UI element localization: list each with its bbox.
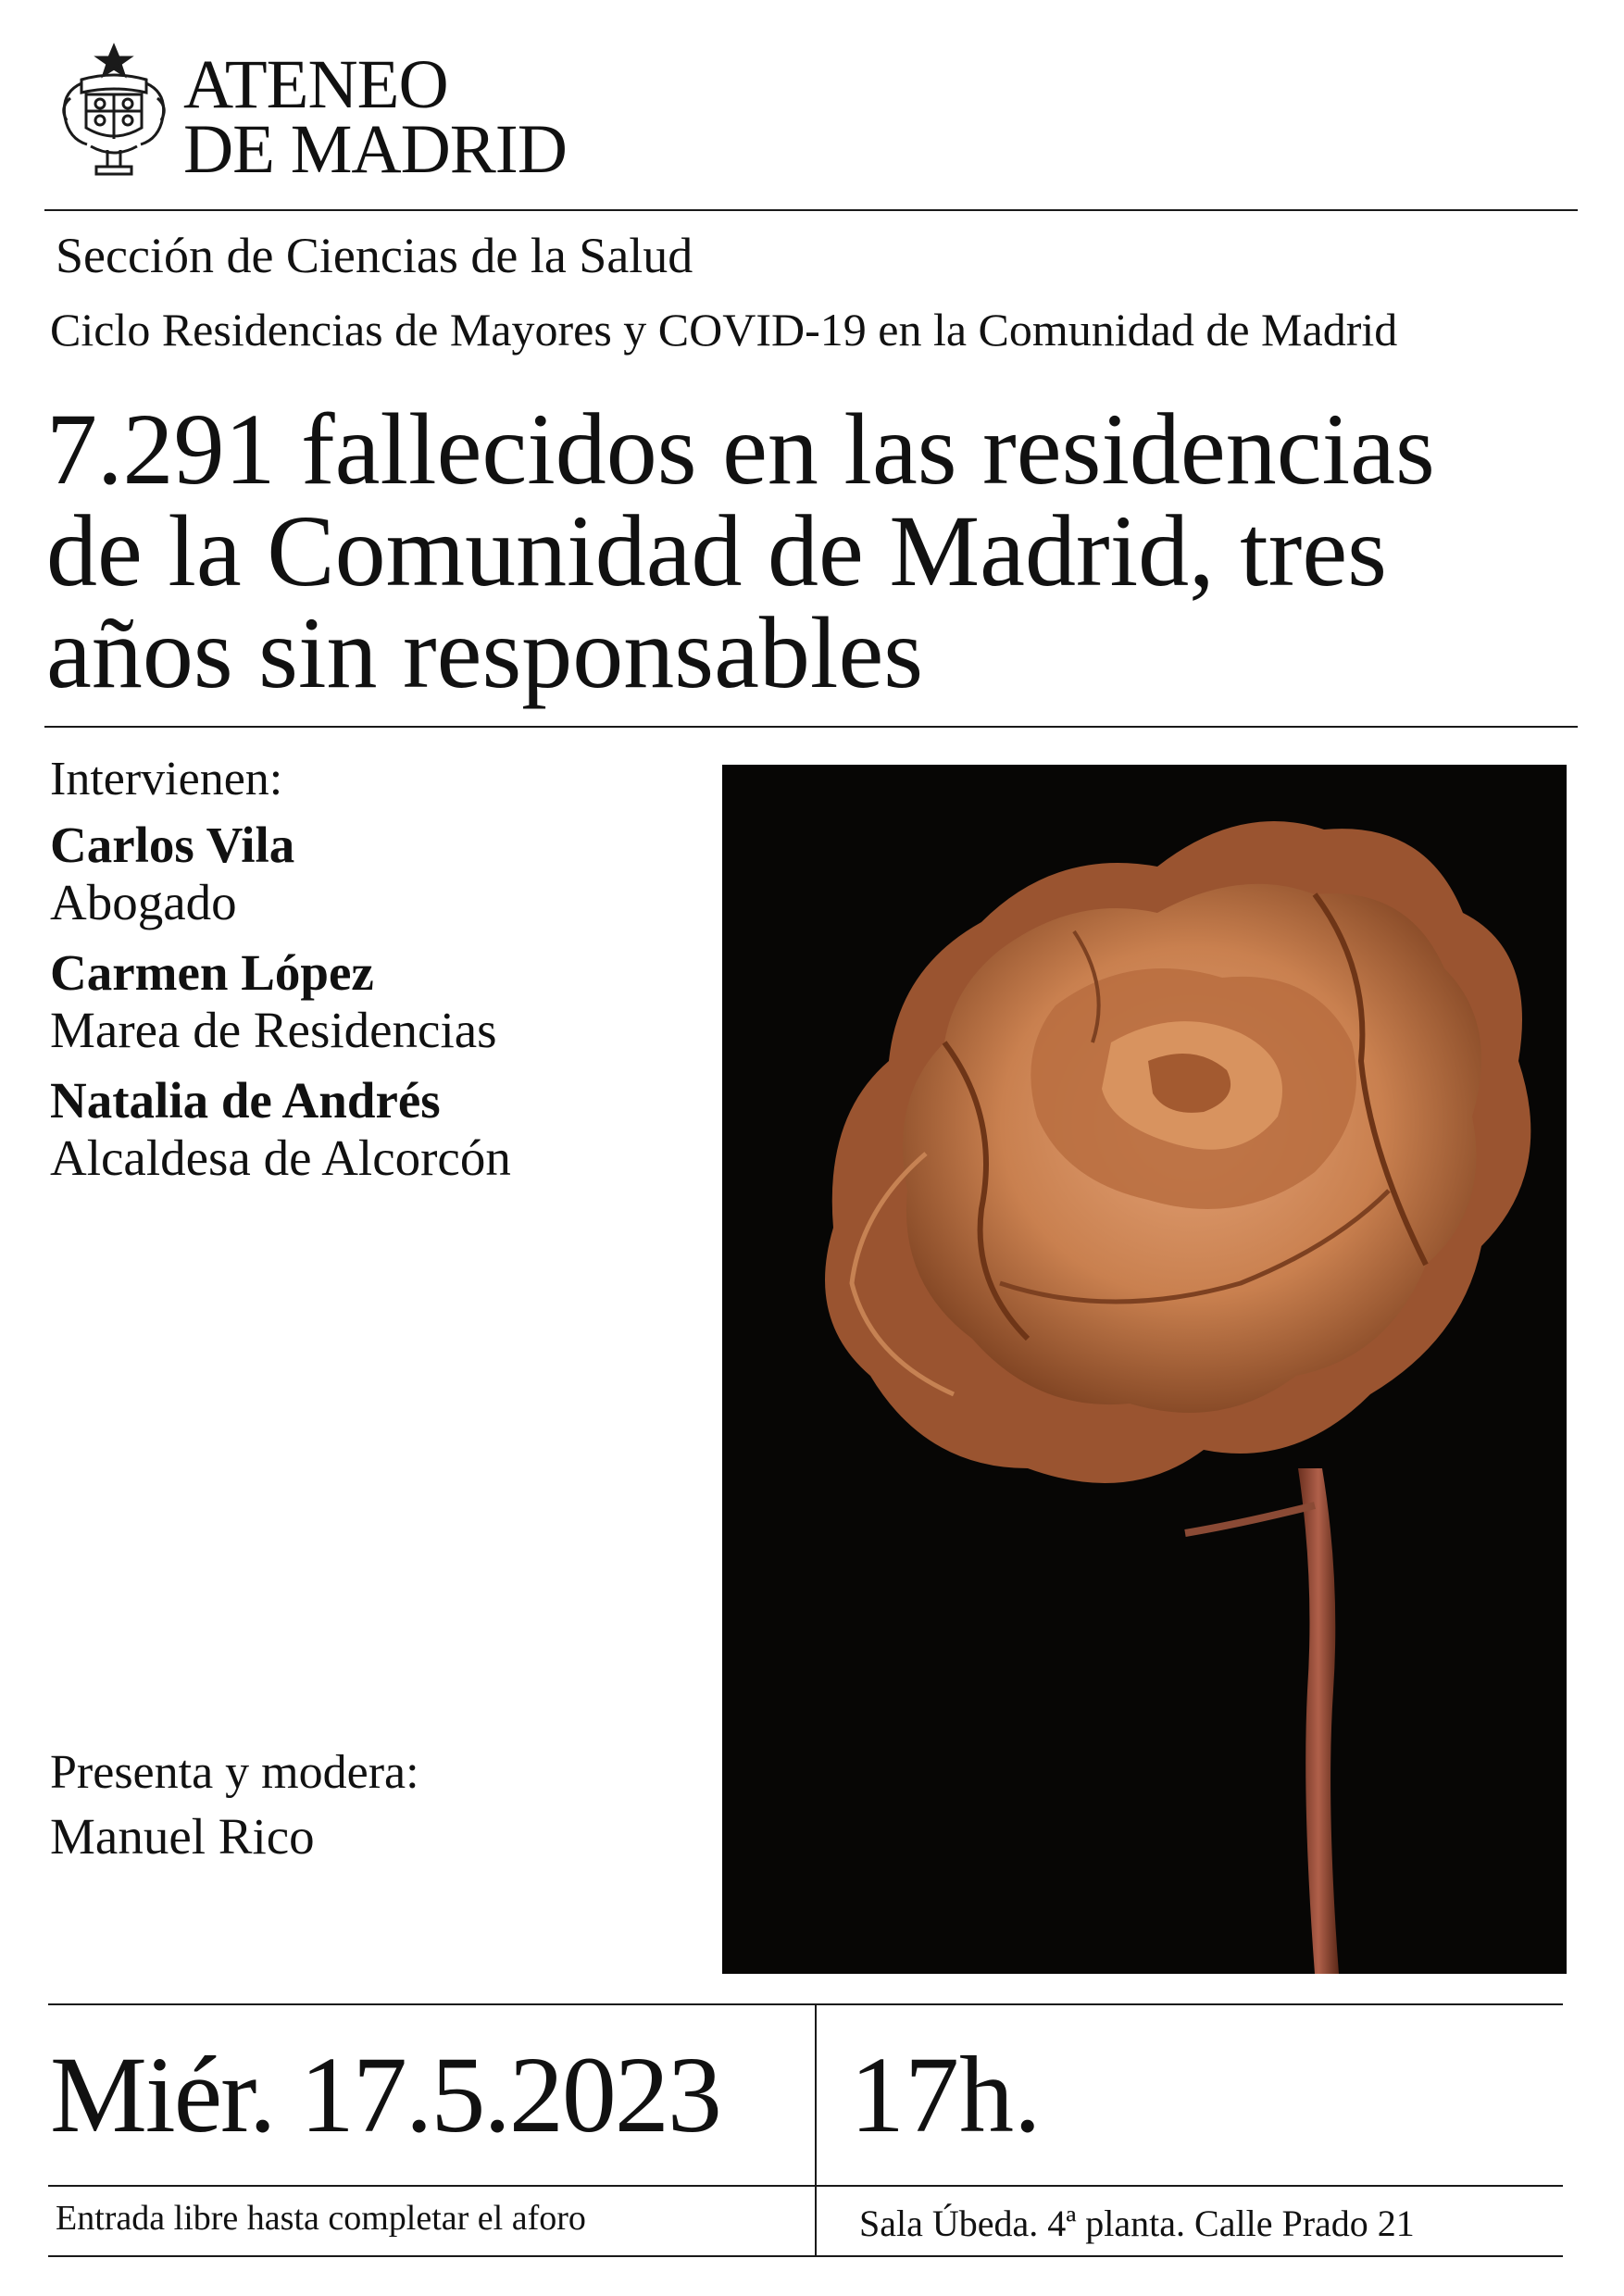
footer-top-divider (48, 2003, 1563, 2005)
title-line-2: de la Comunidad de Madrid, tres (46, 494, 1387, 607)
moderator-name: Manuel Rico (50, 1808, 315, 1865)
title-line-3: años sin responsables (46, 596, 924, 709)
footer-bottom-divider (48, 2255, 1563, 2257)
moderator-block (50, 1744, 419, 1872)
footer-vertical-divider (815, 2003, 817, 2257)
cycle-name: Ciclo Residencias de Mayores y COVID-19 en la Comunidad de Madrid (50, 304, 1398, 356)
event-time: 17h. (850, 2034, 1042, 2155)
top-divider (44, 209, 1578, 211)
dried-rose-photo (722, 765, 1567, 1974)
speaker-role: Abogado (50, 874, 237, 930)
speaker-name: Natalia de Andrés (50, 1072, 441, 1129)
speakers-label: Intervienen: (50, 753, 283, 805)
coat-of-arms-icon (54, 43, 174, 180)
entry-note: Entrada libre hasta completar el aforo (56, 2199, 586, 2238)
section-name: Sección de Ciencias de la Salud (56, 228, 693, 283)
speaker-role: Alcaldesa de Alcorcón (50, 1129, 511, 1186)
rose-illustration (722, 765, 1567, 1974)
speaker-name: Carlos Vila (50, 817, 295, 873)
logo-line-de-madrid: DE MADRID (183, 111, 567, 188)
venue-address: Sala Úbeda. 4ª planta. Calle Prado 21 (859, 2202, 1415, 2244)
speakers-block (50, 752, 698, 1187)
footer-middle-divider (48, 2185, 1563, 2187)
event-title (46, 393, 1602, 709)
moderator-label: Presenta y modera: (50, 1746, 419, 1799)
title-divider (44, 726, 1578, 728)
logo-line-ateneo: ATENEO (183, 46, 448, 123)
speaker-role: Marea de Residencias (50, 1002, 497, 1058)
title-line-1: 7.291 fallecidos en las residencias (46, 393, 1435, 505)
speaker-name: Carmen López (50, 944, 374, 1001)
event-date: Miér. 17.5.2023 (50, 2034, 720, 2155)
